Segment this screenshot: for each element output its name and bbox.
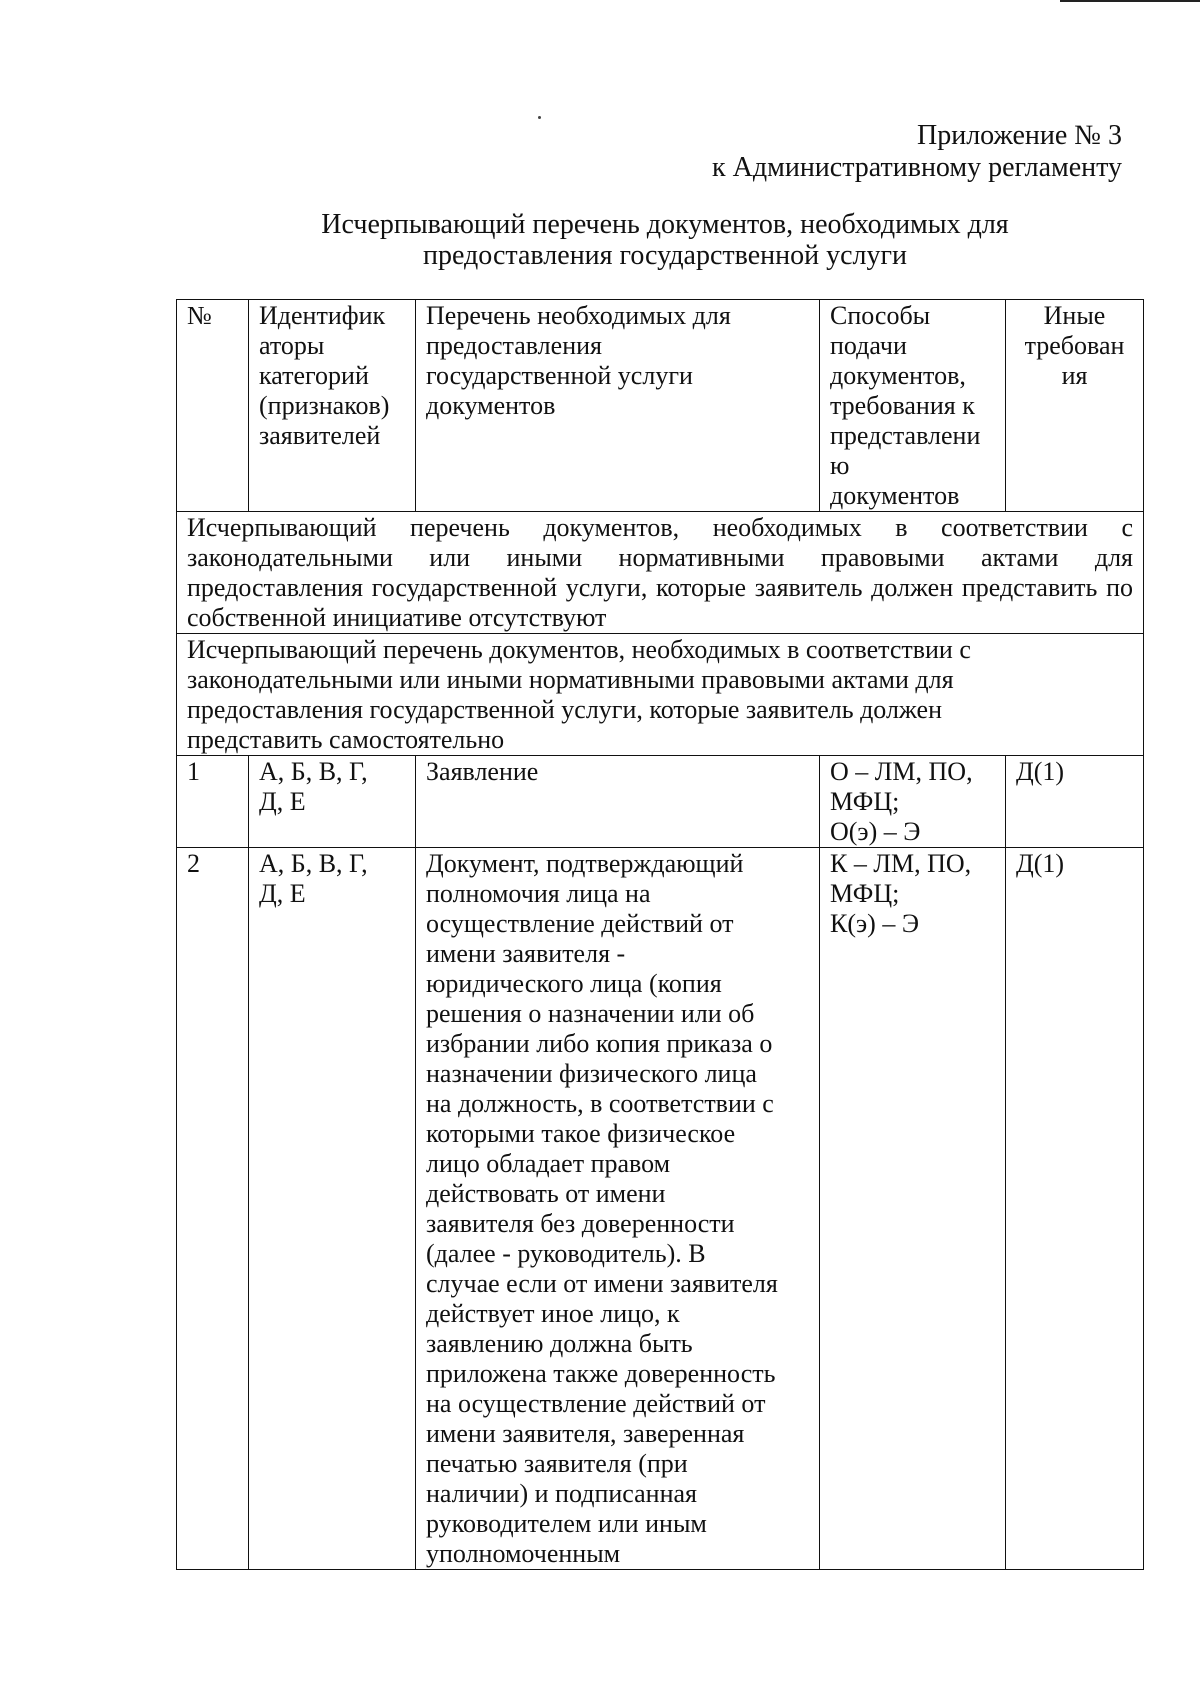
header-other: Иные требован ия xyxy=(1006,300,1144,512)
row-1-document: Заявление xyxy=(416,756,820,848)
row-2-document: Документ, подтверждающий полномочия лица на осуществление действий от имени заявителя - юридического лица (копия решения о назначении или об избрании либо копия приказа о назначении физического лица на должность, в соответствии с которыми такое физическое лицо обладает правом действовать от имени заявителя без доверенности (далее - руководитель). В случае если от имени заявителя действует иное лицо, к заявлению должна быть приложена также доверенность на осуществление действий от имени заявителя, заверенная печатью заявителя (при наличии) и подписанная руководителем или иным уполномоченным xyxy=(416,848,820,1570)
section-mandatory-text: Исчерпывающий перечень документов, необходимых в соответствии с законодательными или иными нормативными правовыми актами для предоставления государственной услуги, которые заявитель должен представить самостоятельно xyxy=(177,634,1144,756)
appendix-header xyxy=(712,120,1122,184)
title-line-1: Исчерпывающий перечень документов, необходимых для xyxy=(321,209,1009,240)
row-2-other: Д(1) xyxy=(1006,848,1144,1570)
table-row xyxy=(177,848,1144,1570)
row-2-identifiers: А, Б, В, Г, Д, Е xyxy=(249,848,416,1570)
row-2-methods: К – ЛМ, ПО, МФЦ; К(э) – Э xyxy=(820,848,1006,1570)
documents-table xyxy=(176,299,1144,1570)
scan-speck xyxy=(538,116,541,119)
section-row-mandatory xyxy=(177,634,1144,756)
row-1-methods: О – ЛМ, ПО, МФЦ; О(э) – Э xyxy=(820,756,1006,848)
row-1-number: 1 xyxy=(177,756,249,848)
header-methods: Способы подачи документов, требования к представлени ю документов xyxy=(820,300,1006,512)
section-initiative-text: Исчерпывающий перечень документов, необходимых в соответствии с законодательными или иными нормативными правовыми актами для предоставления государственной услуги, которые заявитель должен представить по собственной инициативе отсутствуют xyxy=(177,512,1144,634)
table-header-row xyxy=(177,300,1144,512)
header-identifiers: Идентифик аторы категорий (признаков) заявителей xyxy=(249,300,416,512)
section-row-initiative xyxy=(177,512,1144,634)
title-line-2: предоставления государственной услуги xyxy=(423,240,907,271)
row-2-number: 2 xyxy=(177,848,249,1570)
header-number: № xyxy=(177,300,249,512)
row-1-other: Д(1) xyxy=(1006,756,1144,848)
row-1-identifiers: А, Б, В, Г, Д, Е xyxy=(249,756,416,848)
appendix-number: Приложение № 3 xyxy=(917,120,1122,151)
scan-edge-line xyxy=(1060,0,1200,2)
document-title xyxy=(0,209,1200,271)
header-documents: Перечень необходимых для предоставления государственной услуги документов xyxy=(416,300,820,512)
table-row xyxy=(177,756,1144,848)
appendix-reference: к Административному регламенту xyxy=(712,152,1122,183)
